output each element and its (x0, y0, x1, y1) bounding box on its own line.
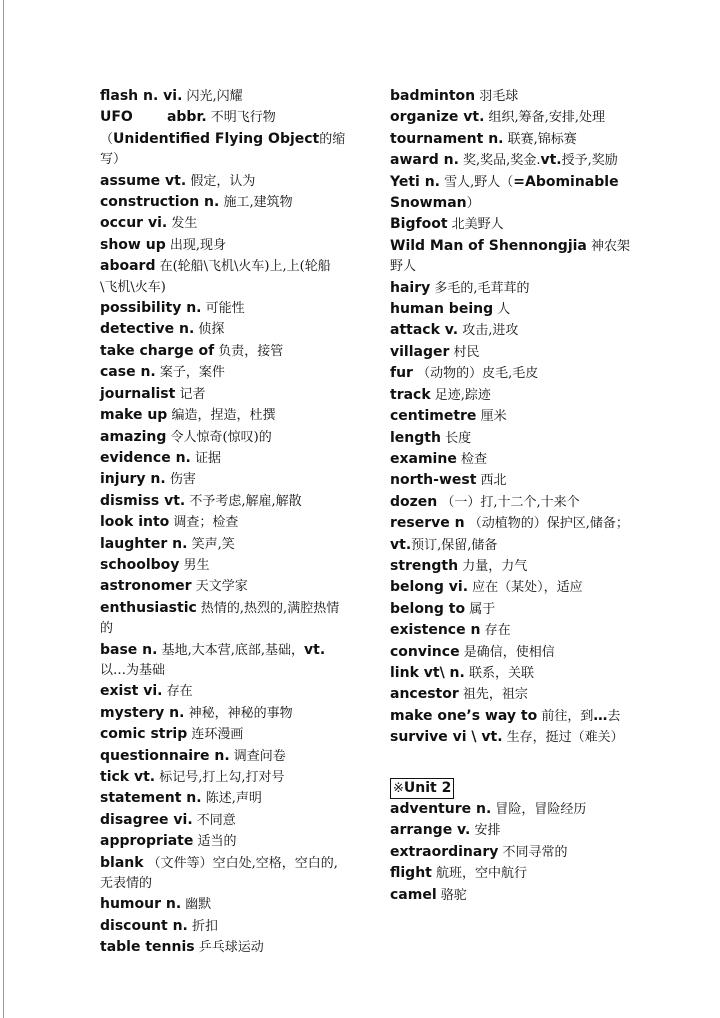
vocab-word: examine (390, 450, 457, 467)
vocab-meaning: 在(轮船\飞机\火车)上,上(轮船\飞机\火车) (100, 259, 331, 295)
vocab-word: north-west (390, 472, 477, 489)
unit-mark: ※ (393, 780, 404, 796)
vocab-word: blank (100, 854, 144, 871)
vocab-entry (100, 512, 348, 533)
vocab-entry (100, 853, 348, 895)
vocab-word: dismiss vt. (100, 492, 186, 509)
vocab-word: table tennis (100, 939, 195, 956)
vocab-entry (390, 492, 630, 513)
vocab-word: make up (100, 407, 168, 424)
vocab-meaning: （文件等）空白处,空格，空白的,无表情的 (100, 855, 338, 892)
vocab-entry (390, 278, 630, 299)
vocab-entry (390, 236, 630, 278)
page-edge-line (3, 0, 4, 1018)
vocab-word: make one’s way to (390, 707, 538, 724)
vocab-meaning: 西北 (476, 473, 507, 489)
vocab-word-extra: … (593, 707, 608, 724)
unit-label: Unit 2 (403, 779, 452, 796)
vocab-entry (100, 362, 348, 383)
vocab-meaning: 侦探 (194, 322, 225, 338)
vocab-word: survive vi \ vt. (390, 729, 503, 746)
vocab-word: dozen (390, 493, 438, 510)
unit-heading-box (390, 778, 454, 799)
vocab-list-right (390, 86, 630, 749)
vocab-meaning: 证据 (190, 450, 221, 466)
vocab-meaning: 编造，捏造，杜撰 (167, 408, 276, 424)
vocab-word: Wild Man of Shennongjia (390, 237, 587, 254)
vocab-entry (390, 406, 630, 427)
vocab-word: comic strip (100, 726, 188, 743)
vocab-word: centimetre (390, 408, 477, 425)
vocab-entry (100, 213, 348, 234)
vocab-entry (100, 937, 348, 958)
vocab-word: arrange v. (390, 822, 471, 839)
unit-heading (390, 778, 630, 799)
vocab-meaning-extra: 以…为基础 (100, 662, 166, 678)
vocab-word: belong vi. (390, 579, 469, 596)
vocab-entry (100, 724, 348, 745)
vocab-word: injury n. (100, 471, 166, 488)
vocab-meaning: 联赛,锦标赛 (503, 131, 577, 147)
vocab-word: extraordinary (390, 843, 499, 860)
vocab-entry (100, 746, 348, 767)
vocab-word: villager (390, 343, 450, 360)
vocab-word: discount n. (100, 917, 188, 934)
vocab-entry (100, 107, 348, 170)
vocab-meaning: 是确信，使相信 (459, 644, 555, 660)
vocab-meaning: 不同寻常的 (498, 844, 568, 860)
vocab-entry (390, 863, 630, 884)
vocab-meaning: 调查；检查 (169, 515, 239, 531)
vocab-word: award n. (390, 152, 459, 169)
vocab-word: disagree vi. (100, 811, 193, 828)
vocab-meaning: 人 (493, 302, 511, 318)
vocab-entry (390, 86, 630, 107)
vocab-meaning: 骆驼 (436, 887, 467, 903)
vocab-word: case n. (100, 364, 156, 381)
vocab-meaning: 羽毛球 (475, 89, 519, 104)
vocab-meaning: 不予考虑,解雇,解散 (185, 493, 302, 509)
vocab-entry (100, 341, 348, 362)
vocab-meaning: 安排 (470, 823, 501, 839)
vocab-meaning: 适当的 (193, 834, 237, 850)
vocab-entry (100, 767, 348, 788)
vocab-meaning: 折扣 (187, 918, 218, 934)
vocab-word: questionnaire n. (100, 747, 230, 764)
vocab-word: hairy (390, 279, 431, 296)
vocab-meaning-extra: 预订,保留,储备 (411, 537, 498, 553)
vocab-word: amazing (100, 428, 167, 445)
vocab-meaning: 乒乓球运动 (194, 940, 264, 956)
vocab-meaning: 可能性 (201, 301, 245, 317)
vocab-entry (100, 298, 348, 319)
vocab-word: Yeti n. (390, 173, 440, 190)
vocab-meaning: 攻击,进攻 (458, 323, 519, 339)
vocab-word: detective n. (100, 321, 195, 338)
vocab-meaning: （动物的）皮毛,毛皮 (412, 366, 539, 382)
vocab-word: show up (100, 236, 166, 253)
vocab-word: enthusiastic (100, 599, 197, 616)
vocab-meaning: 不同意 (192, 812, 236, 828)
vocab-entry (390, 342, 630, 363)
vocab-entry (390, 727, 630, 748)
vocab-entry (390, 684, 630, 705)
vocab-meaning: 假定，认为 (186, 173, 256, 189)
vocab-entry (100, 319, 348, 340)
vocab-word: flash n. vi. (100, 88, 183, 104)
vocab-entry (100, 86, 348, 107)
vocab-entry (100, 235, 348, 256)
vocab-entry (390, 513, 630, 556)
vocab-word-extra: vt. (304, 641, 326, 658)
vocab-word: appropriate (100, 833, 194, 850)
vocab-entry (100, 681, 348, 702)
vocab-entry (100, 916, 348, 937)
vocab-word: take charge of (100, 342, 215, 359)
vocab-entry (100, 831, 348, 852)
vocab-entry (100, 405, 348, 426)
vocab-word: ancestor (390, 686, 459, 703)
vocab-meaning: 记者 (175, 386, 206, 402)
vocab-entry (390, 642, 630, 663)
vocab-meaning: 长度 (440, 430, 472, 446)
vocab-word-extra: =Abominable Snowman (390, 173, 619, 212)
vocab-word: link vt\ n. (390, 664, 465, 681)
vocab-meaning: 发生 (167, 216, 198, 232)
vocab-meaning: 令人惊奇(惊叹)的 (166, 429, 272, 445)
vocab-meaning: 联系，关联 (464, 665, 534, 681)
vocab-entry (100, 192, 348, 213)
vocab-word: tournament n. (390, 130, 504, 147)
vocab-meaning: （动植物的）保护区,储备； (464, 516, 629, 532)
vocab-meaning: 多毛的,毛茸茸的 (430, 280, 530, 296)
vocab-entry (390, 842, 630, 863)
vocab-entry (390, 449, 630, 470)
vocab-entry (390, 885, 630, 906)
vocab-entry (390, 599, 630, 620)
vocab-word: construction n. (100, 194, 220, 211)
vocab-meaning: 前往，到 (537, 708, 594, 724)
vocab-word: schoolboy (100, 556, 180, 573)
vocab-meaning: 厘米 (476, 409, 507, 425)
vocab-entry (390, 385, 630, 406)
vocab-word: track (390, 386, 431, 403)
vocab-word-extra: Unidentified Flying Object (113, 130, 320, 147)
vocab-entry (390, 214, 630, 235)
vocab-word: Bigfoot (390, 216, 448, 233)
vocab-meaning: 基地,大本营,底部,基础， (157, 642, 304, 658)
vocab-entry (100, 810, 348, 831)
vocab-entry (100, 427, 348, 448)
vocab-word: UFO abbr. (100, 109, 207, 126)
vocab-entry (390, 299, 630, 320)
vocab-meaning: 负责，接管 (214, 343, 284, 359)
vocab-word: belong to (390, 600, 466, 617)
vocab-word: reserve n (390, 515, 465, 532)
vocab-word: convince (390, 643, 460, 660)
vocab-meaning-extra: 的缩写） (100, 131, 346, 168)
vocab-entry (100, 576, 348, 597)
vocab-meaning: 检查 (456, 451, 487, 467)
vocab-entry (100, 256, 348, 298)
vocab-meaning: 生存，挺过（难关） (502, 730, 624, 746)
vocab-word: astronomer (100, 578, 192, 595)
vocab-meaning: 存在 (480, 623, 511, 639)
vocab-word: organize vt. (390, 109, 485, 126)
vocab-meaning: 足迹,踪迹 (430, 387, 491, 403)
vocab-meaning: 出现,现身 (165, 237, 226, 253)
vocab-entry (390, 663, 630, 684)
vocab-meaning: 雪人,野人（ (440, 174, 514, 190)
vocab-entry (100, 448, 348, 469)
vocab-word: flight (390, 865, 432, 882)
vocab-meaning: 神农架野人 (390, 238, 631, 275)
vocab-meaning: 天文学家 (191, 579, 248, 595)
vocab-word: tick vt. (100, 769, 156, 785)
vocab-entry (390, 428, 630, 449)
vocab-word: aboard (100, 258, 156, 275)
vocab-entry (100, 788, 348, 809)
vocab-entry (390, 172, 630, 215)
vocab-meaning: 力量，力气 (458, 558, 528, 574)
vocab-meaning: 应在（某处），适应 (468, 580, 583, 596)
vocab-entry (390, 556, 630, 577)
vocab-entry (390, 470, 630, 491)
vocab-meaning: 奖,奖品,奖金. (458, 153, 541, 169)
vocab-entry (390, 107, 630, 128)
vocab-meaning: 存在 (162, 684, 193, 700)
vocab-meaning: 村民 (449, 344, 480, 360)
vocab-entry (100, 384, 348, 405)
vocab-word: badminton (390, 88, 476, 104)
vocab-entry (390, 820, 630, 841)
vocab-meaning: 北美野人 (447, 217, 504, 233)
vocab-meaning: 施工,建筑物 (219, 195, 293, 211)
vocab-list-unit2 (390, 799, 630, 906)
vocab-word: human being (390, 301, 494, 318)
vocab-word: adventure n. (390, 801, 492, 817)
vocab-entry (390, 577, 630, 598)
vocab-entry (100, 703, 348, 724)
vocab-entry (390, 129, 630, 150)
vocab-word: occur vi. (100, 215, 168, 232)
vocab-entry (100, 894, 348, 915)
vocab-entry (100, 534, 348, 555)
vocab-meaning-extra: 去 (607, 708, 621, 724)
vocab-word-extra: vt. (390, 536, 412, 553)
vocab-word: exist vi. (100, 683, 163, 700)
vocab-entry (390, 620, 630, 641)
vocab-word: possibility n. (100, 300, 202, 317)
vocab-word: length (390, 429, 441, 446)
vocab-entry (390, 706, 630, 727)
vocab-meaning: 男生 (179, 557, 210, 573)
vocab-word: statement n. (100, 790, 202, 807)
vocab-meaning: 热情的,热烈的,满腔热情的 (100, 600, 340, 637)
vocab-entry (100, 469, 348, 490)
vocab-word: look into (100, 514, 170, 531)
vocab-word: camel (390, 886, 437, 903)
vocab-entry (100, 171, 348, 192)
section-gap (390, 749, 630, 778)
vocab-meaning: 组织,筹备,安排,处理 (484, 110, 605, 126)
vocab-meaning: 不明飞行物（ (100, 110, 276, 147)
vocab-entry (100, 555, 348, 576)
vocab-word: mystery n. (100, 704, 185, 721)
vocab-meaning: 调查问卷 (229, 748, 286, 764)
vocab-column-left (100, 86, 348, 959)
vocab-word: humour n. (100, 896, 182, 913)
vocab-meaning: 神秘，神秘的事物 (184, 705, 293, 721)
vocab-word: assume vt. (100, 172, 187, 189)
vocab-word: fur (390, 365, 413, 382)
vocab-meaning: 航班，空中航行 (431, 866, 527, 882)
vocab-word: strength (390, 557, 459, 574)
vocab-column-right (390, 86, 630, 906)
vocab-word-extra: vt. (540, 152, 562, 169)
vocab-meaning: 伤害 (165, 472, 196, 488)
vocab-meaning: （一）打,十二个,十来个 (437, 494, 580, 510)
vocab-meaning: 祖先，祖宗 (458, 687, 528, 703)
vocab-meaning: 闪光,闪耀 (182, 89, 243, 104)
vocab-meaning-extra: ） (466, 196, 480, 212)
vocab-word: attack v. (390, 322, 459, 339)
vocab-entry (390, 363, 630, 384)
vocab-entry (100, 491, 348, 512)
vocab-word: base n. (100, 641, 158, 658)
vocab-meaning: 幽默 (181, 897, 212, 913)
vocab-entry (390, 799, 630, 820)
vocab-word: laughter n. (100, 535, 188, 552)
vocab-word: existence n (390, 622, 481, 639)
vocab-meaning: 标记号,打上勾,打对号 (155, 770, 285, 785)
vocab-entry (390, 320, 630, 341)
vocab-meaning: 属于 (465, 601, 496, 617)
vocab-entry (390, 150, 630, 171)
vocab-word: journalist (100, 385, 176, 402)
vocab-meaning-extra: 授予,奖励 (561, 153, 618, 169)
vocab-meaning: 案子，案件 (155, 365, 225, 381)
vocab-meaning: 笑声,笑 (187, 536, 235, 552)
vocab-meaning: 冒险，冒险经历 (491, 802, 587, 817)
vocab-entry (100, 640, 348, 682)
vocab-meaning: 陈述,声明 (201, 791, 262, 807)
vocab-meaning: 连环漫画 (187, 727, 244, 743)
vocab-entry (100, 598, 348, 640)
vocab-word: evidence n. (100, 449, 191, 466)
